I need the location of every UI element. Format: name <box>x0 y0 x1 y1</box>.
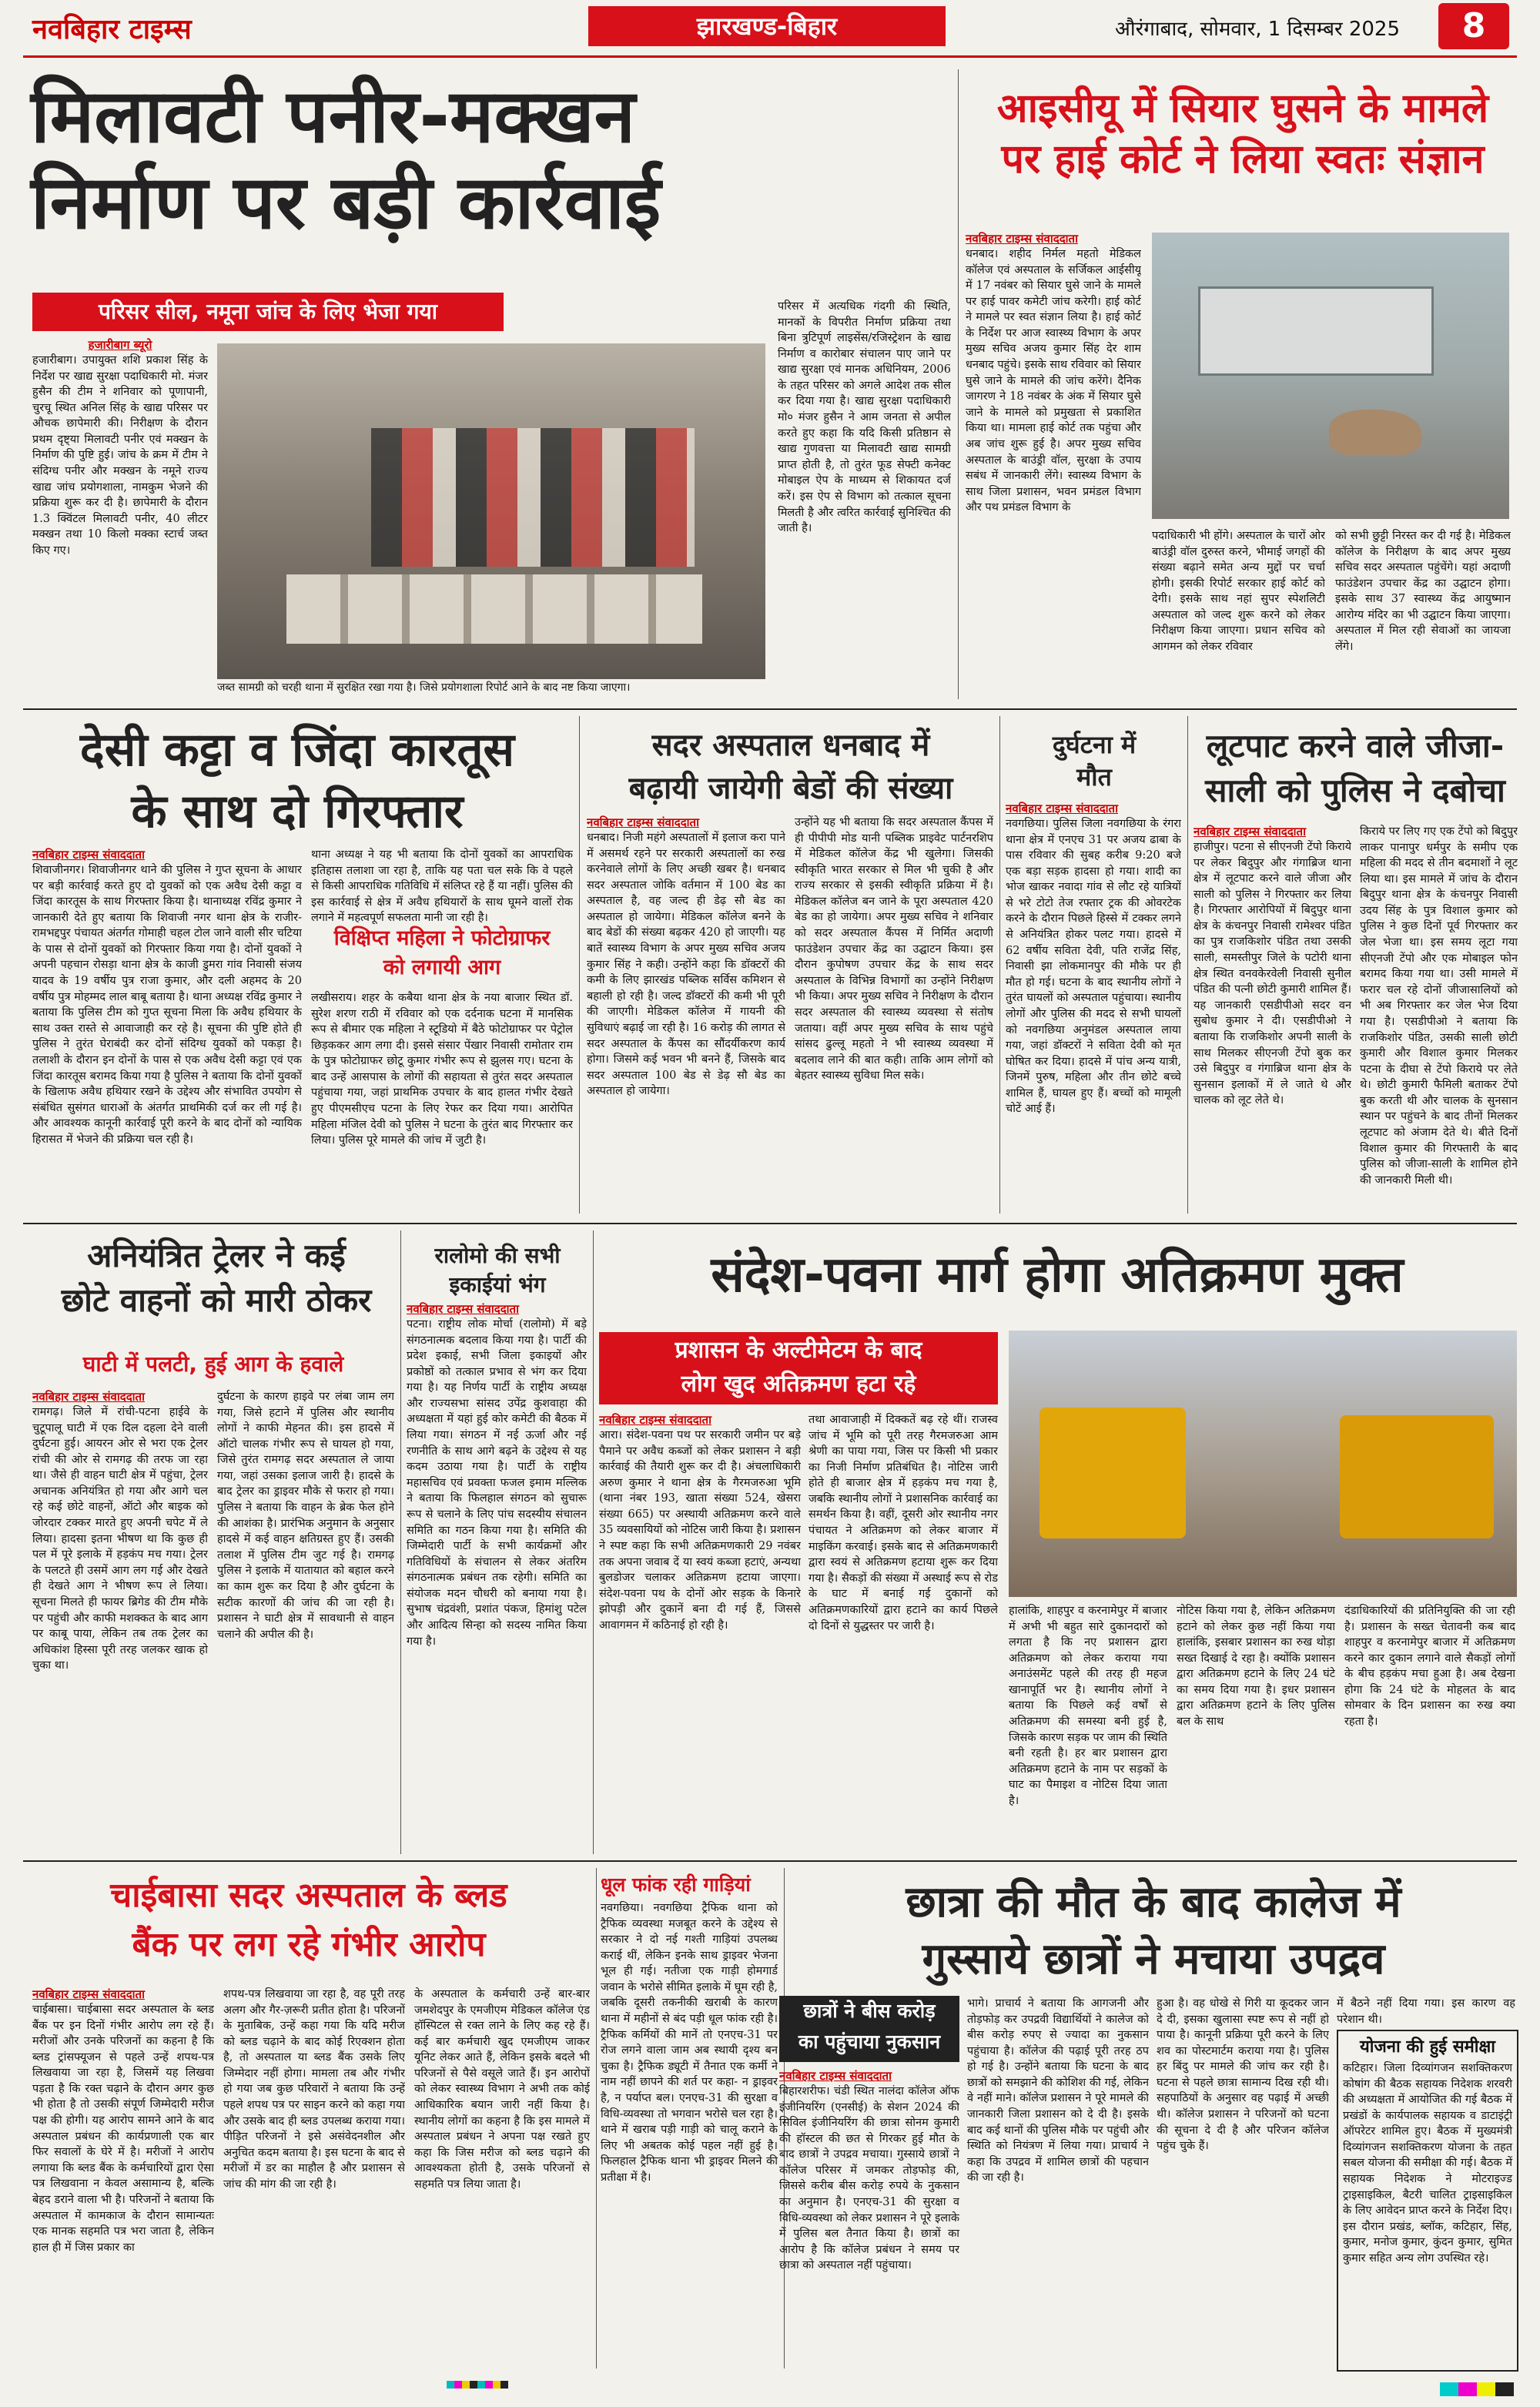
story8-col1 <box>32 1389 208 1854</box>
story8-headline-line2: छोटे वाहनों को मारी ठोकर <box>61 1281 372 1319</box>
story8-byline: नवबिहार टाइम्स संवाददाता <box>32 1390 145 1404</box>
story13-sidebox <box>1337 2030 1518 2372</box>
story11-col3 <box>414 1987 590 2369</box>
story10-subhead-line1: प्रशासन के अल्टीमेटम के बाद <box>675 1337 922 1364</box>
story4-col <box>311 990 573 1214</box>
column-divider <box>400 1230 401 1854</box>
story8-headline <box>28 1234 405 1323</box>
story4-headline-line2: को लगायी आग <box>383 956 501 979</box>
masthead <box>0 0 1540 55</box>
story2-byline: नवबिहार टाइम्स संवाददाता <box>966 232 1078 246</box>
story11-text-col1: चाईबासा। चाईबासा सदर अस्पताल के ब्लड बैंक पर इन दिनों गंभीर आरोप लग रहे हैं। मरीजों और उनके परिजनों का कहना है कि ब्लड ट्रांसफ्यूजन से पहले उन्हें शपथ-पत्र लिखवाया जा रहा है, जिसमें यह लिखवा पड़ता है कि रक्त चढ़ाने के दौरान अगर कुछ भी होता है तो उसकी संपूर्ण जिम्मेदारी मरीज पक्ष की होगी। यह आरोप सामने आने के बाद अस्पताल प्रबंधन की कार्यप्रणाली एक बार फिर सवालों के घेरे में है। मरीजों ने आरोप लगाया कि ब्लड बैंक के कर्मचारियों द्वारा ऐसा पत्र लिखवाना न केवल असामान्य है, बल्कि बेहद डराने वाला भी है। परिजनों ने बताया कि अस्पताल में कामकाज के दौरान सामान्यतः एक मानक सहमति पत्र भरा जाता है, लेकिन हाल ही में जिस प्रकार का <box>32 2004 214 2254</box>
story7-headline <box>1194 724 1517 813</box>
column-divider <box>593 1230 594 1854</box>
story8-subhead: घाटी में पलटी, हुई आग के हवाले <box>82 1351 344 1377</box>
story1-col3 <box>778 299 951 699</box>
story11-col2 <box>223 1987 405 2369</box>
story13-byline: नवबिहार टाइम्स संवाददाता <box>779 2069 892 2083</box>
story3-headline-line1: देसी कट्टा व जिंदा कारतूस <box>79 723 515 777</box>
story13-col1 <box>779 2068 959 2369</box>
masthead-rule <box>23 55 1517 58</box>
story11-headline-line2: बैंक पर लग रहे गंभीर आरोप <box>132 1925 486 1964</box>
story10-headline: संदेश-पवना मार्ग होगा अतिक्रमण मुक्त <box>711 1247 1404 1304</box>
story1-text-col1: हजारीबाग। उपायुक्त शशि प्रकाश सिंह के निर्देश पर खाद्य सुरक्षा पदाधिकारी मो. मंजर हुसैन की टीम ने शनिवार को पूणापानी, चुरचू स्थित अनिल सिंह के खाद्य परिसर पर औचक छापेमारी की। निरीक्षण के दौरान प्रथम दृष्ट्या मिलावटी पनीर एवं मक्खन के निर्माण की पुष्टि हुई। जांच के क्रम में टीम ने संदिग्ध पनीर और मक्खन के नमूने राज्य खाद्य जांच प्रयोगशाला, नामकुम भेजने की प्रक्रिया शुरू कर दी है। छापेमारी के दौरान 1.3 क्विंटल मिलावटी पनीर, 40 लीटर मक्खन तथा 10 किलो मक्का स्टार्च जब्त किए गए। <box>32 354 208 557</box>
story2-photo <box>1152 233 1509 519</box>
section-rule <box>23 708 1517 710</box>
story1-text-col3: परिसर में अत्यधिक गंदगी की स्थिति, मानकों के विपरीत निर्माण प्रक्रिया तथा बिना त्रुटिपूर्ण लाइसेंस/रजिस्ट्रेशन के खाद्य निर्माण व कारोबार संचालन पाए जाने पर खाद्य सुरक्षा एवं मानक अधिनियम, 2006 के तहत परिसर को अगले आदेश तक सील कर दिया गया है। खाद्य सुरक्षा पदाधिकारी मो० मंजर हुसैन ने आम जनता से अपील करते हुए कहा कि यदि किसी प्रतिष्ठान से खाद्य गुणवत्ता या मिलावटी खाद्य सामग्री प्राप्त होती है, तो तुरंत फूड सेफ्टी कनेक्ट मोबाइल ऐप के माध्यम से शिकायत दर्ज करें। इस ऐप से विभाग को तत्काल सूचना मिलती है और त्वरित कार्रवाई सुनिश्चित की जाती है। <box>778 300 951 535</box>
story1-headline <box>31 73 947 246</box>
story5-headline-line1: सदर अस्पताल धनबाद में <box>651 728 930 763</box>
story6-headline-line1: दुर्घटना में <box>1052 730 1137 759</box>
cmyk-marks <box>1440 2382 1514 2396</box>
section-rule <box>23 1223 1517 1224</box>
dateline: औरंगाबाद, सोमवार, 1 दिसम्बर 2025 <box>1115 18 1401 41</box>
story8-text-col2: दुर्घटना के कारण हाइवे पर लंबा जाम लग गया, जिसे हटाने में पुलिस और स्थानीय लोगों ने काफी मेहनत की। इस हादसे में ऑटो चालक गंभीर रूप से घायल हो गया, जिसे तुरंत रामगढ़ सदर अस्पताल ले जाया गया, जहां उसका इलाज जारी है। हादसे के बाद ट्रेलर का ड्राइवर मौके से फरार हो गया। पुलिस ने बताया कि वाहन के ब्रेक फेल होने की आशंका है। प्रारंभिक अनुमान के अनुसार हादसे में कई वाहन क्षतिग्रस्त हुए हैं। उसकी तलाश में पुलिस टीम जुट गई है। रामगढ़ पुलिस ने इलाके में यातायात को बहाल करने का काम शुरू कर दिया है और दुर्घटना के सटीक कारणों की जांच की जा रही है। प्रशासन ने घाटी क्षेत्र में सावधानी से वाहन चलाने की अपील की है। <box>217 1391 394 1641</box>
story8-text-col1: रामगढ़। जिले में रांची-पटना हाईवे के चुटूपालू घाटी में एक दिल दहला देने वाली दुर्घटना हुई। आयरन ओर से भरा एक ट्रेलर रांची की ओर से रामगढ़ की तरफ जा रहा था। जैसे ही वाहन घाटी क्षेत्र में पहुंचा, ट्रेलर अचानक अनियंत्रित हो गया और आगे चल रहे कई छोटे वाहनों, ऑटो और बाइक को जोरदार टक्कर मारते हुए अपनी चपेट में ले लिया। हादसा इतना भीषण था कि कुछ ही पल में पूरे इलाके में हड़कंप मच गया। ट्रेलर के पलटते ही उसमें आग लग गई और देखते ही देखते आग ने भीषण रूप ले लिया। सूचना मिलते ही फायर ब्रिगेड की टीम मौके पर पहुंची और काफी मशक्कत के बाद आग पर काबू पाया, लेकिन तब तक ट्रेलर का अधिकांश हिस्सा पूरी तरह जलकर खाक हो चुका था। <box>32 1406 208 1672</box>
registration-marks <box>447 2381 508 2389</box>
story13-col4 <box>1337 1996 1515 2027</box>
story12-text: नवगछिया। नवगछिया ट्रैफिक थाना को ट्रैफिक व्यवस्था मजबूत करने के उद्देश्य से सरकार ने दो नई गश्ती गाड़ियां उपलब्ध कराई थीं, लेकिन इनके साथ ड्राइवर भेजना भूल ही गई। नतीजा एक गाड़ी होमगार्ड जवान के भरोसे सीमित इलाके में घूम रही है, जबकि दूसरी तकनीकी खराबी के कारण थाना में महीनों से बंद पड़ी धूल फांक रही है। ट्रैफिक कर्मियों की मानें तो एनएच-31 पर रोज लगने वाला जाम अब स्थायी दृश्य बन चुका है। ट्रैफिक ड्यूटी में तैनात एक कर्मी ने नाम नहीं छापने की शर्त पर कहा- न ड्राइवर है, न पर्याप्त बल। एनएच-31 की सुरक्षा व विधि-व्यवस्था तो भगवान भरोसे चल रहा है। थाने में खराब पड़ी गाड़ी को चालू कराने के लिए भी अबतक कोई पहल नहीं हुई है। फिलहाल ट्रैफिक थाना भी ड्राइवर मिलने की प्रतीक्षा में है। <box>601 1902 778 2184</box>
story2-text-col2: पदाधिकारी भी होंगे। अस्पताल के चारों ओर बाउंड्री वॉल दुरुस्त करने, भीमाई जगहों की संख्या बढ़ाने समेत अन्य मुद्दों पर चर्चा होगी। इसकी रिपोर्ट सरकार हाई कोर्ट को देगी। इसके साथ नहां सुपर स्पेशलिटी अस्पताल को जल्द शुरू करने को लेकर निरीक्षण किया जाएगा। प्रधान सचिव को आगमन को लेकर रविवार <box>1152 530 1325 654</box>
story7-text-col1: हाजीपुर। पटना से सीएनजी टेंपो किराये पर लेकर बिदुपुर और गंगाब्रिज थाना क्षेत्र में लूटपाट करने वाले जीजा और साली को पुलिस ने गिरफ्तार कर लिया है। गिरफ्तार आरोपियों में बिदुपुर थाना क्षेत्र के कंचनपुर निवासी रामेश्वर पंडित का पुत्र राजकिशोर पंडित तथा उसकी साली, समस्तीपुर जिले के पटोरी थाना क्षेत्र स्थित वनवकेरवेली निवासी सुनील पंडित की पत्नी छोटी कुमारी शामिल हैं। यह जानकारी एसडीपीओ सदर वन सुबोध कुमार ने दी। एसडीपीओ ने बताया कि राजकिशोर अपनी साली के साथ मिलकर सीएनजी टेंपो बुक कर उसे बिदुपुर व गंगाब्रिज थाना क्षेत्र के सुनसान इलाकों में ले जाते थे और चालक को लूट लेते थे। <box>1194 841 1351 1107</box>
story1-photo-figures <box>371 428 695 567</box>
story2-col1 <box>966 231 1141 699</box>
paper-name: नवबिहार टाइम्स <box>32 14 192 45</box>
story1-col1 <box>32 337 208 699</box>
story10-byline: नवबिहार टाइम्स संवाददाता <box>599 1413 711 1427</box>
story1-headline-line2: निर्माण पर बड़ी कार्रवाई <box>31 159 661 246</box>
story7-col1 <box>1194 824 1351 1214</box>
story2-col2 <box>1152 528 1325 699</box>
story2-headline-line2: पर हाई कोर्ट ने लिया स्वतः संज्ञान <box>1001 136 1485 182</box>
story10-text-col2: तथा आवाजाही में दिक्कतें बढ़ रहे थीं। राजस्व जांच में भूमि को पूरी तरह गैरमजरुआ आम श्रेणी का पाया गया, जिस पर किसी भी प्रकार का निजी निर्माण प्रतिबंधित है। नोटिस जारी होते ही बाजार क्षेत्र में हड़कंप मच गया है, जबकि स्थानीय लोगों ने प्रशासनिक कार्रवाई का समर्थन किया है। वहीं, दूसरी ओर स्थानीय नगर पंचायत ने अतिक्रमण को लेकर बाजार में माइकिंग करवाई। इसके बाद से अतिक्रमणकारी द्वारा स्वयं से अतिक्रमण हटाया शुरू कर दिया गया है। सैकड़ों की संख्या में अस्थाई रूप से रोड के घाट में बनाई गई दुकानों को अतिक्रमणकारियों द्वारा हटाने का कार्य पिछले दो दिनों से युद्धस्तर पर जारी है। <box>808 1414 998 1632</box>
story1-headline-line1: मिलावटी पनीर-मक्खन <box>31 73 636 159</box>
story10-text-col4: नोटिस किया गया है, लेकिन अतिक्रमण हटाने को लेकर कुछ नहीं किया गया हालांकि, इसबार प्रशासन का रुख थोड़ा सख्त दिखाई दे रहा है। क्योंकि प्रशासन द्वारा अतिक्रमण हटाने के लिए 24 घंटे का समय दिया गया है। इधर प्रशासन द्वारा अतिक्रमण हटाने के लिए पुलिस बल के साथ <box>1177 1605 1335 1729</box>
story3-headline <box>28 719 567 842</box>
story2-headline-line1: आइसीयू में सियार घुसने के मामले <box>996 85 1489 132</box>
story10-text-col5: दंडाधिकारियों की प्रतिनियुक्ति की जा रही है। प्रशासन के सख्त चेतावनी कब बाद शाहपुर व करनामेपुर बाजार में अतिक्रमण करने कार दुकान लगाने वाले सैकड़ों लोगों के बीच हड़कंप मचा हुआ है। अब देखना होगा कि 24 घंटे के मोहलत के बाद सोमवार के दिन प्रशासन का रुख क्या रहता है। <box>1344 1605 1515 1729</box>
story11-col1 <box>32 1987 214 2369</box>
story10-col2 <box>808 1412 998 1854</box>
story5-text-col2: उन्होंने यह भी बताया कि सदर अस्पताल कैंपस में ही पीपीपी मोड यानी पब्लिक प्राइवेट पार्टनरशिप में मेडिकल कॉलेज केंद्र भी खुलेगा। जिसकी स्वीकृति भारत सरकार से मिल भी चुकी है और राज्य सरकार से इसकी स्वीकृति प्रक्रिया में है। मेडिकल कॉलेज बन जाने के पूरा अस्पताल 420 बेड का हो जायेगा। अपर मुख्य सचिव ने शनिवार को सदर अस्पताल कैंपस में निर्मित अदाणी फाउंडेशन उपचार केंद्र का उद्घाटन किया। इस दौरान कुपोषण उपचार केंद्र के साथ सदर अस्पताल के विभिन्न विभागों का उन्होंने निरीक्षण भी किया। अपर मुख्य सचिव ने निरीक्षण के दौरान सदर अस्पताल की स्वास्थ्य व्यवस्था से संतोष जताया। वहीं अपर मुख्य सचिव के साथ पहुंचे सांसद ढुल्लू महतो ने भी स्वास्थ्य व्यवस्था में बदलाव लाने की बात कही। ताकि आम लोगों को बेहतर स्वास्थ्य सुविधा मिल सके। <box>795 816 993 1083</box>
story8-col2 <box>217 1389 394 1854</box>
story13-text-col3: हुआ है। वह धोखे से गिरी या कूदकर जान दे दी, इसका खुलासा स्पष्ट रूप से नहीं हो पाया है। कानूनी प्रक्रिया पूरी करने के लिए शव का पोस्टमार्टम कराया गया है। पुलिस हर बिंदु पर मामले की जांच कर रही है। घटना से पहले छात्रा सामान्य दिख रही थी। सहपाठियों के अनुसार वह पढ़ाई में अच्छी थी। कॉलेज प्रशासन ने परिजनों को घटना की सूचना दे दी है और परिजन कॉलेज पहुंच चुके हैं। <box>1157 1997 1329 2153</box>
story9-headline-line1: रालोमो की सभी <box>434 1243 561 1268</box>
story13-text-col4: में बैठने नहीं दिया गया। इस कारण वह परेशान थी। <box>1337 1997 1515 2026</box>
story13-headline-line2: गुस्साये छात्रों ने मचाया उपद्रव <box>922 1934 1385 1984</box>
story7-headline-line2: साली को पुलिस ने दबोचा <box>1205 772 1505 809</box>
story5-headline <box>587 724 995 810</box>
story10-subhead <box>599 1332 998 1404</box>
story9-byline: नवबिहार टाइम्स संवाददाता <box>407 1302 519 1316</box>
story13-box-text: कटिहार। जिला दिव्यांगजन सशक्तिकरण कोषांग की बैठक सहायक निदेशक शरवरी की अध्यक्षता में आयोजित की गई बैठक में प्रखंडों के कार्यपालक सहायक व डाटाइंट्री ऑपरेटर शामिल हुए। बैठक में मुख्यमंत्री दिव्यांगजन सशक्तिकरण योजना के तहत सबल योजना की समीक्षा की गई। बैठक में सहायक निदेशक ने मोटराइज्ड ट्राइसाइकिल, बैटरी चालित ट्राइसाइकिल के लिए आवेदन प्राप्त करने के निर्देश दिए। इस दौरान प्रखंड, ब्लॉक, कटिहार, सिंह, कुमार, मनोज कुमार, कुंदन कुमार, सुमित कुमार सहित अन्य लोग उपस्थित रहे। <box>1343 2062 1512 2265</box>
story6-byline: नवबिहार टाइम्स संवाददाता <box>1006 802 1118 815</box>
story13-subhead <box>779 1996 959 2062</box>
story5-col2 <box>795 815 993 1214</box>
story8-headline-line1: अनियंत्रित ट्रेलर ने कई <box>87 1237 346 1274</box>
story11-text-col2: शपथ-पत्र लिखवाया जा रहा है, वह पूरी तरह अलग और गैर-ज़रूरी प्रतीत होता है। परिजनों के मुताबिक, उन्हें कहा गया कि यदि मरीज को ब्लड चढ़ाने के बाद कोई रिएक्शन होता है, तो अस्पताल या ब्लड बैंक उसके लिए जिम्मेदार नहीं होगा। मामला तब और गंभीर हो गया जब कुछ परिवारों ने बताया कि उन्हें पहले शपथ पत्र पर साइन करने को कहा गया और उसके बाद ही ब्लड उपलब्ध कराया गया। पीड़ित परिजनों ने इसे असंवेदनशील और अनुचित कदम बताया है। इस घटना के बाद से मरीजों में डर का माहौल है और प्रशासन से जांच की मांग की जा रही है। <box>223 1988 405 2191</box>
story1-subhead: परिसर सील, नमूना जांच के लिए भेजा गया <box>32 293 504 331</box>
story1-photo-trays <box>286 574 702 644</box>
story1-photo <box>217 343 765 679</box>
story13-subhead-line1: छात्रों ने बीस करोड़ <box>803 2000 936 2022</box>
story5-headline-line2: बढ़ायी जायेगी बेडों की संख्या <box>628 771 953 806</box>
story4-text: लखीसराय। शहर के कबैया थाना क्षेत्र के नया बाजार स्थित डॉ. सुरेश शरण राठी में रविवार को एक दर्दनाक घटना में मानसिक रूप से बीमार एक महिला ने स्टूडियो में बैठे फोटोग्राफर पर पेट्रोल छिड़ककर आग लगा दी। इससे संसार पेंखार निवासी रामोतार राम के पुत्र फोटोग्राफर छोटू कुमार गंभीर रूप से झुलस गए। घटना के बाद उन्हें आसपास के लोगों की सहायता से तुरंत सदर अस्पताल पहुंचाया गया, जहां प्राथमिक उपचार के बाद हालत गंभीर देखते हुए पीएमसीएच पटना के लिए रेफर कर दिया गया। आरोपित महिला मंजिल देवी को पुलिस ने घटना के तुरंत बाद गिरफ्तार कर लिया। पुलिस पूरे मामले की जांच में जुटी है। <box>311 992 573 1147</box>
story10-subhead-line2: लोग खुद अतिक्रमण हटा रहे <box>681 1371 916 1398</box>
story10-col5 <box>1344 1603 1515 1854</box>
story6-col <box>1006 801 1181 1214</box>
story12-headline: धूल फांक रही गाड़ियां <box>601 1873 751 1896</box>
story6-headline <box>1006 728 1183 793</box>
story10-photo <box>1009 1331 1517 1597</box>
story3-text-col2: थाना अध्यक्ष ने यह भी बताया कि दोनों युवकों का आपराधिक इतिहास तलाशा जा रहा है, ताकि यह पता चल सके कि वे पहले से किसी आपराधिक गतिविधि में संलिप्त रहे हैं या नहीं। पुलिस की इस कार्रवाई से क्षेत्र में अवैध हथियारों के साथ घूमने वालों रोक लगाने में महत्वपूर्ण सफलता मानी जा रही है। <box>311 849 573 924</box>
story11-headline-line1: चाईबासा सदर अस्पताल के ब्लड <box>110 1876 507 1915</box>
story5-col1 <box>587 815 785 1214</box>
story11-headline <box>28 1871 590 1970</box>
story3-byline: नवबिहार टाइम्स संवाददाता <box>32 848 145 862</box>
story13-headline-line1: छात्रा की मौत के बाद कालेज में <box>906 1877 1401 1927</box>
story7-byline: नवबिहार टाइम्स संवाददाता <box>1194 825 1306 839</box>
story2-col3 <box>1335 528 1511 699</box>
story2-headline <box>966 83 1520 185</box>
section-rule <box>23 1860 1517 1862</box>
page-number: 8 <box>1438 3 1509 49</box>
story1-byline: हजारीबाग ब्यूरो <box>88 338 152 352</box>
story11-text-col3: के अस्पताल के कर्मचारी उन्हें बार-बार जमशेदपुर के एमजीएम मेडिकल कॉलेज एंड हॉस्पिटल से रक्त लाने के लिए कह रहे हैं। कई बार कर्मचारी खुद एमजीएम जाकर यूनिट लेकर आते हैं, लेकिन इसके बदले भी परिजनों से पैसे वसूले जाते हैं। इन आरोपों को लेकर स्वास्थ्य विभाग ने अभी तक कोई आधिकारिक बयान जारी नहीं किया है। स्थानीय लोगों का कहना है कि इस मामले में अस्पताल प्रबंधन ने अपना पक्ष रखते हुए कहा कि जिस मरीज को ब्लड चढ़ाने की आवश्यकता होती है, उसके परिजनों से सहमति पत्र लिया जाता है। <box>414 1988 590 2191</box>
story9-col <box>407 1301 587 1854</box>
story2-text-col3: को सभी छुट्टी निरस्त कर दी गई है। मेडिकल कॉलेज के निरीक्षण के बाद अपर मुख्य सचिव सदर अस्पताल पहुंचेंगे। यहां अदाणी फाउंडेशन उपचार केंद्र का उद्घाटन होगा। इसके साथ 37 स्वास्थ्य केंद्र आयुष्मान आरोग्य मंदिर का भी उद्घाटन किया जाएगा। अस्पताल में मिल रही सेवाओं का जायजा लेंगे। <box>1335 530 1511 654</box>
story9-headline-line2: इकाईयां भंग <box>449 1272 546 1297</box>
story5-byline: नवबिहार टाइम्स संवाददाता <box>587 815 699 829</box>
story9-text: पटना। राष्ट्रीय लोक मोर्चा (रालोमो) में बड़े संगठनात्मक बदलाव किया गया है। पार्टी की प्रदेश इकाई, सभी जिला इकाइयों और प्रकोष्ठों को तत्काल प्रभाव से भंग कर दिया गया है। यह निर्णय पार्टी के राष्ट्रीय अध्यक्ष और राज्यसभा सांसद उपेंद्र कुशवाहा की अध्यक्षता में यहां हुई कोर कमेटी की बैठक में लिया गया। संगठन में नई ऊर्जा और नई रणनीति के साथ आगे बढ़ने के उद्देश्य से यह कदम उठाया गया है। पार्टी के राष्ट्रीय महासचिव एवं प्रवक्ता फजल इमाम मल्लिक ने बताया कि फिलहाल संगठन को सुचारू रूप से चलाने के लिए पांच सदस्यीय संचालन समिति का गठन किया गया है। समिति की जिम्मेदारी पार्टी के सभी कार्यक्रमों और गतिविधियों के संचालन से लेकर अंतरिम संगठनात्मक प्रबंधन तक रहेगी। समिति का संयोजक मदन चौधरी को बनाया गया है। सुभाष चंद्रवंशी, प्रशांत पंकज, हिमांशु पटेल और आदित्य सिन्हा को सदस्य नामित किया गया है। <box>407 1318 587 1648</box>
column-divider <box>596 1868 597 2369</box>
story7-col2 <box>1360 824 1518 1214</box>
story10-col3 <box>1009 1603 1167 1854</box>
story10-text-col1: आरा। संदेश-पवना पथ पर सरकारी जमीन पर बड़े पैमाने पर अवैध कब्जों को लेकर प्रशासन ने बड़ी कार्रवाई की तैयारी शुरू कर दी है। अंचलाधिकारी अरुण कुमार ने थाना क्षेत्र के गैरमजरुआ भूमि (थाना नंबर 193, खाता संख्या 524, खेसरा संख्या 665) पर अस्थायी अतिक्रमण करने वाले 35 व्यवसायियों को नोटिस जारी किया है। प्रशासन ने स्पष्ट कहा कि सभी अतिक्रमणकारी 29 नवंबर तक अपना जवाब दें या स्वयं कब्जा हटाएं, अन्यथा बुलडोजर चलाकर अतिक्रमण हटाया जाएगा। संदेश-पवना पथ के दोनों ओर सड़क के किनारे झोपड़ी और दुकानें बना दी गई हैं, जिससे आवागमन में कठिनाई हो रही है। <box>599 1429 801 1632</box>
column-divider <box>958 69 959 699</box>
column-divider <box>579 716 580 1214</box>
story13-col3 <box>1157 1996 1329 2369</box>
story10-text-col3: हालांकि, शाहपुर व करनामेपुर में बाजार में अभी भी बहुत सारे दुकानदारों को लगता है कि नए प्रशासन द्वारा अतिक्रमण को लेकर कराया गया अनाउंसमेंट पहले की तरह ही महज खानापूर्ति भर है। स्थानीय लोगों ने बताया कि पिछले कई वर्षों से अतिक्रमण की समस्या बनी हुई है, जिसके कारण सड़क पर जाम की स्थिति बनी रहती है। हर बार प्रशासन द्वारा अतिक्रमण हटाने के नाम पर सड़कों के घाट का पैमाइश व नोटिस दिया जाता है। <box>1009 1605 1167 1807</box>
story2-photo-jackal <box>1329 410 1421 456</box>
story11-byline: नवबिहार टाइम्स संवाददाता <box>32 1987 145 2001</box>
story13-text-col2: भागे। प्राचार्य ने बताया कि आगजनी और तोड़फोड़ कर उपद्रवी विद्यार्थियों ने कालेज को बीस करोड़ रुपए से ज्यादा का नुकसान पहुंचाया है। कॉलेज की पढ़ाई पूरी तरह ठप हो गई है। उन्होंने बताया कि घटना के बाद छात्रों को समझाने की कोशिश की गई, लेकिन वे नहीं माने। कॉलेज प्रशासन ने पूरे मामले की जानकारी जिला प्रशासन को दे दी है। इसके बाद कई थानों की पुलिस मौके पर पहुंची और स्थिति को नियंत्रण में लिया गया। प्राचार्य ने कहा कि उपद्रव में शामिल छात्रों की पहचान की जा रही है। <box>967 1997 1149 2184</box>
story3-col2 <box>311 847 573 924</box>
story12-col <box>601 1900 778 2369</box>
column-divider <box>999 716 1000 1214</box>
story10-col1 <box>599 1412 801 1854</box>
section-label: झारखण्ड-बिहार <box>588 6 946 46</box>
story13-text-col1: बिहारशरीफ। चंडी स्थित नालंदा कॉलेज ऑफ इंजीनियरिंग (एनसीई) के सेशन 2024 की सिविल इंजीनियरिंग की छात्रा सोनम कुमारी की हॉस्टल की छत से गिरकर हुई मौत के बाद छात्रों ने उपद्रव मचाया। गुस्साये छात्रों ने कॉलेज परिसर में जमकर तोड़फोड़ की, जिससे करीब बीस करोड़ रुपये के नुकसान का अनुमान है। एनएच-31 की सुरक्षा व विधि-व्यवस्था को लेकर प्रशासन ने पूरे इलाके में पुलिस बल तैनात किया है। छात्रों का आरोप है कि कॉलेज प्रबंधन ने समय पर छात्रा को अस्पताल नहीं पहुंचाया। <box>779 2085 959 2272</box>
story7-text-col2: किराये पर लिए गए एक टेंपो को बिदुपुर लाकर पानापुर धर्मपुर के समीप एक महिला की मदद से तीन बदमाशों ने लूट लिया था। इस मामले में जांच के दौरान बिदुपुर थाना क्षेत्र के कंचनपुर निवासी उदय सिंह के पुत्र विशाल कुमार को पुलिस ने कुछ दिनों पूर्व गिरफ्तार कर जेल भेजा था। इस समय लूटा गया सीएनजी टेंपो और एक मोबाइल फोन बरामद किया गया था। उसी मामले में फरार चल रहे दोनों जीजासालियों को भी अब गिरफ्तार कर जेल भेज दिया गया है। एसडीपीओ ने बताया कि राजकिशोर पंडित, उसकी साली छोटी कुमारी और विशाल कुमार मिलकर पटना के दीघा से टेंपो किराये पर लेते थे। छोटी कुमारी फैमिली बताकर टेंपो बुक करती थी और चालक के सुनसान स्थान पर पहुंचने के बाद तीनों मिलकर लूटपाट को अंजाम देते थे। बीते दिनों विशाल कुमार की गिरफ्तारी के बाद पुलिस को जीजा-साली के शामिल होने की जानकारी मिली थी। <box>1360 825 1518 1187</box>
story4-headline <box>311 924 573 983</box>
story7-headline-line1: लूटपाट करने वाले जीजा- <box>1206 727 1505 765</box>
story1-photo-caption: जब्त सामग्री को चरही थाना में सुरक्षित रखा गया है। जिसे प्रयोगशाला रिपोर्ट आने के बाद नष्ट किया जाएगा। <box>217 681 631 694</box>
story10-photo-bulldozer-right <box>1340 1415 1494 1538</box>
story13-headline <box>790 1874 1517 1988</box>
story5-text-col1: धनबाद। निजी महंगे अस्पतालों में इलाज करा पाने में असमर्थ रहने पर सरकारी अस्पतालों का रुख करनेवाले लोगों के लिए अच्छी खबर है। धनबाद सदर अस्पताल जोकि वर्तमान में 100 बेड का अस्पताल है, वह जल्द ही डेढ़ सौ बेड का अस्पताल हो जायेगा। मेडिकल कॉलेज बनने के बाद बेडों की संख्या बढ़कर 420 हो जाएगी। यह बातें स्वास्थ्य विभाग के अपर मुख्य सचिव अजय कुमार सिंह ने कही। उन्होंने कहा कि डॉक्टरों की कमी के लिए झारखंड पब्लिक सर्विस कमिशन से बहाली हो रही है। जल्द डॉक्टरों की कमी भी पूरी की जाएगी। मेडिकल कॉलेज में गायनी की सुविधाएं बढ़ाई जा रही है। 16 करोड़ की लागत से सदर अस्पताल के कैंपस का सौंदर्यीकरण कार्य होगा। जिसमे कई भवन भी बनने हैं, जिसके बाद सदर अस्पताल 100 बेड से डेढ़ सौ बेड का अस्पताल हो जायेगा। <box>587 832 785 1098</box>
story2-photo-bed <box>1198 286 1434 376</box>
story13-subhead-line2: का पहुंचाया नुकसान <box>798 2030 941 2053</box>
story10-col4 <box>1177 1603 1335 1854</box>
story10-photo-bulldozer-left <box>1040 1408 1186 1538</box>
story6-text: नवगछिया। पुलिस जिला नवगछिया के रंगरा थाना क्षेत्र में एनएच 31 पर अजय ढाबा के पास रविवार की सुबह करीब 9:20 बजे एक बड़ा सड़क हादसा हो गया। शादी का भोज खाकर नवादा गांव से लौट रहे यात्रियों से भरे टोटो तेज रफ्तार ट्रक की ओवरटेक करने के दौरान पिछले हिस्से में टक्कर लगने से अनियंत्रित होकर पलट गया। हादसे में 62 वर्षीय सविता देवी, पति राजेंद्र सिंह, निवासी झा लोकमानपुर की मौके पर ही मौत हो गई। घटना के बाद स्थानीय लोगों ने तुरंत घायलों को अस्पताल पहुंचाया। स्थानीय लोगों और पुलिस की मदद से सभी घायलों को नवगछिया अनुमंडल अस्पताल लाया गया, जहां डॉक्टरों ने सविता देवी को मृत घोषित कर दिया। हादसे में पांच अन्य यात्री, जिनमें पुरुष, महिला और तीन छोटे बच्चे शामिल हैं, घायल हुए हैं। बच्चों को मामूली चोटें आई हैं। <box>1006 818 1181 1116</box>
column-divider <box>1187 716 1188 1214</box>
story3-text-col1: शिवाजीनगर। शिवाजीनगर थाने की पुलिस ने गुप्त सूचना के आधार पर बड़ी कार्रवाई करते हुए दो युवकों को एक अवैध देसी कट्टा व जिंदा कारतूस के साथ गिरफ्तार किया है। थानाध्यक्ष रविंद्र कुमार ने जानकारी देते हुए बताया कि शिवाजी नगर थाना क्षेत्र के राजीर-रामभद्दपुर पंचायत अंतर्गत गोमाही चहल टोल जाने वाली सीर चटिया के पास से दोनों युवकों को गिरफ्तार किया गया है। दोनों युवकों ने अपनी पहचान रोसड़ा थाना क्षेत्र के काजी डुमरा गांव निवासी संजय यादव के 19 वर्षीय पुत्र राजा कुमार, और दली अहमद के 20 वर्षीय पुत्र मोहम्मद लाल बाबू बताया है। थाना अध्यक्ष रविंद्र कुमार ने बताया कि पुलिस टीम को गुप्त सूचना मिला कि अवैध हथियार के साथ उक्त रास्ते से आवाजाही कर रहे है। सूचना की पुष्टि होते ही पुलिस ने तुरंत घेराबंदी कर दोनों संदिग्ध युवकों को पकड़ा है। तलाशी के दौरान इन दोनों के पास से एक अवैध देसी कट्टा एवं एक जिंदा कारतूस बरामद किया गया है पुलिस ने बताया कि दोनों युवकों के खिलाफ अवैध हथियार रखने के उद्देश्य और संभावित उपयोग से संबंधित सुसंगत धाराओं के अंतर्गत प्राथमिकी दर्ज कर ली गई है। और आवश्यक कानूनी कार्रवाई पूरी करने के बाद दोनों को न्यायिक हिरासत में भेजने की प्रक्रिया चल रही है। <box>32 864 302 1146</box>
story6-headline-line2: मौत <box>1076 762 1112 792</box>
story4-headline-line1: विक्षिप्त महिला ने फोटोग्राफर <box>333 926 551 950</box>
story3-headline-line2: के साथ दो गिरफ्तार <box>131 785 464 839</box>
story13-col2 <box>967 1996 1149 2369</box>
story3-col1 <box>32 847 302 1214</box>
story2-text-col1: धनबाद। शहीद निर्मल महतो मेडिकल कॉलेज एवं अस्पताल के सर्जिकल आईसीयू में 17 नवंबर को सियार घुसे जाने के मामले पर हाई पावर कमेटी जांच करेगी। हाई कोर्ट ने मामले पर स्वत संज्ञान लिया है। हाई कोर्ट के निर्देश पर आज स्वास्थ्य विभाग के अपर मुख्य सचिव अजय कुमार सिंह देर शाम धनबाद पहुंचे। इसके साथ रविवार को सियार घुसे जाने के मामले की जांच करेंगे। दैनिक जागरण ने 18 नवंबर के अंक में सियार घुसे जाने के मामले को प्रमुखता से प्रकाशित किया था। मामला हाई कोर्ट तक पहुंचा और अब जांच शुरू हुई है। अपर मुख्य सचिव अस्पताल के बाउंड्री वॉल, सुरक्षा के उपाय सबंध में जानकारी लेंगे। स्वास्थ्य विभाग के साथ जिला प्रशासन, भवन प्रमंडल विभाग और पथ प्रमंडल विभाग के <box>966 248 1141 514</box>
story13-box-title: योजना की हुई समीक्षा <box>1360 2037 1495 2057</box>
story9-headline <box>407 1241 588 1300</box>
